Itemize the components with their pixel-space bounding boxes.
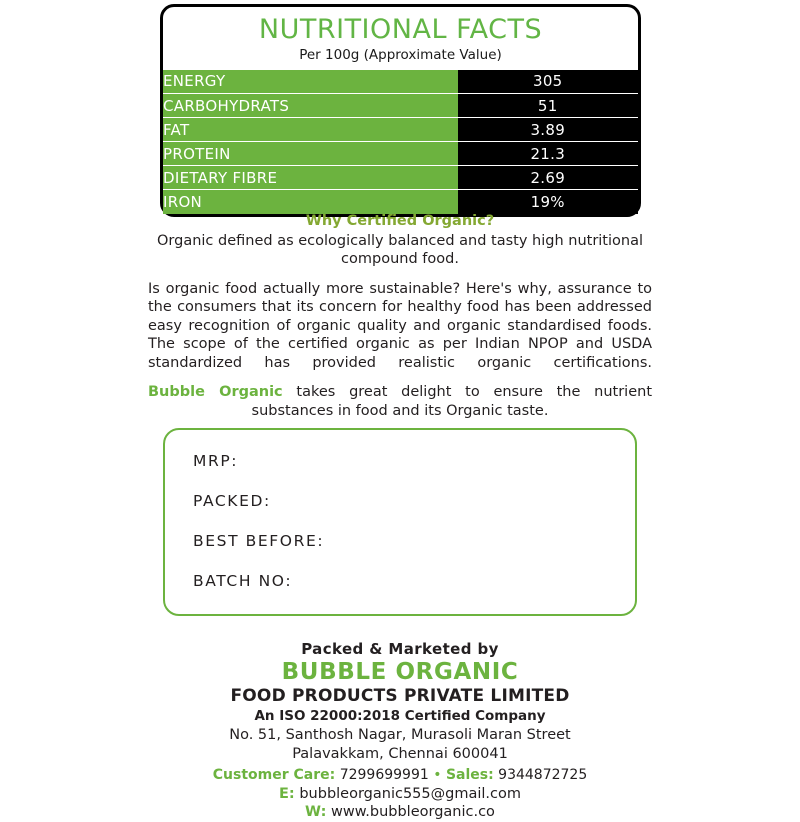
field-batch-no: BATCH NO: xyxy=(193,572,293,590)
table-row xyxy=(163,142,638,166)
label-fields-box xyxy=(163,428,637,616)
email-line xyxy=(100,785,700,804)
table-row xyxy=(163,166,638,190)
copy-paragraph: Is organic food actually more sustainable? Here's why, assurance to the consumers that its concern for healthy food has been addressed easy recognition of organic quality and organic standardised foods. The scope of the certified organic as per Indian NPOP and USDA standardized has provided realistic organic certifications. xyxy=(148,280,652,371)
footer-block xyxy=(100,640,700,822)
nutritional-facts-panel xyxy=(160,4,641,217)
email-address[interactable]: bubbleorganic555@gmail.com xyxy=(299,785,521,802)
nutrient-value: 3.89 xyxy=(458,118,639,142)
iso-certification-text: An ISO 22000:2018 Certified Company xyxy=(254,708,546,725)
nutrient-value: 305 xyxy=(458,70,639,94)
website-line xyxy=(100,803,700,822)
brand-name-inline: Bubble Organic xyxy=(148,384,283,401)
email-label: E: xyxy=(279,785,295,802)
nutrient-label: IRON xyxy=(163,190,458,214)
table-row xyxy=(163,118,638,142)
address-line-1: No. 51, Santhosh Nagar, Murasoli Maran Street xyxy=(229,727,571,744)
organic-copy-block xyxy=(148,212,652,420)
address-line-2: Palavakkam, Chennai 600041 xyxy=(292,745,508,762)
nutrient-value: 2.69 xyxy=(458,166,639,190)
field-best-before: BEST BEFORE: xyxy=(193,532,325,550)
copy-heading: Why Certified Organic? xyxy=(305,213,495,229)
nutrient-label: CARBOHYDRATS xyxy=(163,94,458,118)
copy-definition: Organic defined as ecologically balanced and tasty high nutritional compound food. xyxy=(157,232,643,268)
nutrient-label: DIETARY FIBRE xyxy=(163,166,458,190)
field-mrp: MRP: xyxy=(193,452,239,470)
nutrient-value: 19% xyxy=(458,190,639,214)
nutritional-facts-table xyxy=(163,70,638,214)
table-row xyxy=(163,70,638,94)
nutrient-label: PROTEIN xyxy=(163,142,458,166)
bullet-separator-icon: • xyxy=(433,766,442,783)
nutritional-facts-subtitle: Per 100g (Approximate Value) xyxy=(299,46,502,63)
nutrient-value: 51 xyxy=(458,94,639,118)
company-legal-name: FOOD PRODUCTS PRIVATE LIMITED xyxy=(230,686,570,707)
sales-label: Sales: xyxy=(445,766,494,783)
customer-care-label: Customer Care: xyxy=(212,766,336,783)
nutritional-facts-title: NUTRITIONAL FACTS xyxy=(258,14,543,45)
website-label: W: xyxy=(305,804,327,821)
customer-care-number[interactable]: 7299699991 xyxy=(339,766,429,783)
copy-closing-line2: substances in food and its Organic taste. xyxy=(251,402,549,419)
sales-number[interactable]: 9344872725 xyxy=(498,766,588,783)
website-url[interactable]: www.bubbleorganic.co xyxy=(331,804,495,821)
packed-marketed-by-label: Packed & Marketed by xyxy=(301,640,499,658)
field-packed: PACKED: xyxy=(193,492,271,510)
contact-line xyxy=(100,766,700,785)
copy-closing-line1: takes great delight to ensure the nutrient xyxy=(282,384,652,401)
nutrient-value: 21.3 xyxy=(458,142,639,166)
nutrient-label: FAT xyxy=(163,118,458,142)
table-row xyxy=(163,190,638,214)
table-row xyxy=(163,94,638,118)
nutrient-label: ENERGY xyxy=(163,70,458,94)
company-brand-name: BUBBLE ORGANIC xyxy=(281,659,519,685)
copy-closing xyxy=(148,383,652,420)
